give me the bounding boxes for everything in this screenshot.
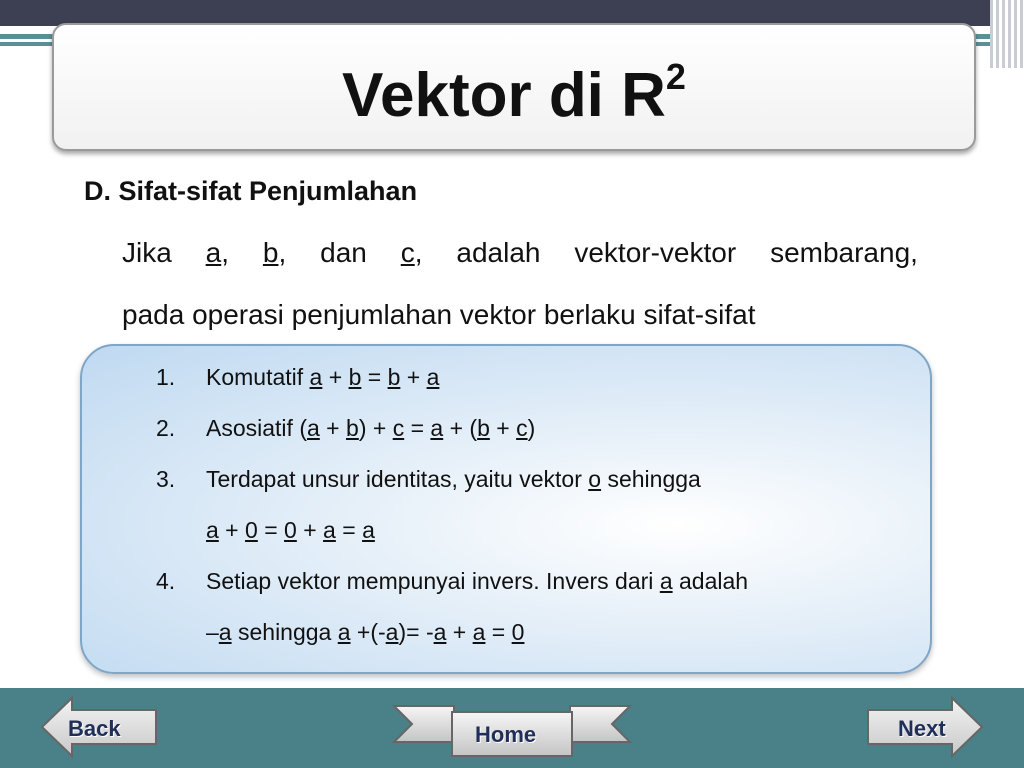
back-button[interactable] <box>38 694 162 760</box>
item-number: 1. <box>156 364 176 390</box>
next-label: Next <box>898 716 946 741</box>
decor-line <box>0 34 60 39</box>
home-label: Home <box>475 722 537 747</box>
item-number: 3. <box>156 466 176 492</box>
back-label: Back <box>68 716 121 741</box>
item-text: Terdapat unsur identitas, yaitu vektor o sehingga <box>206 466 701 492</box>
list-item <box>156 556 916 607</box>
title-superscript: 2 <box>665 56 686 97</box>
intro-word: dan <box>320 237 367 268</box>
slide-title <box>54 56 974 130</box>
intro-word: Jika <box>122 237 172 268</box>
item-number: 4. <box>156 568 176 594</box>
title-box <box>52 23 976 151</box>
list-item-continued <box>156 607 916 658</box>
intro-word: a, <box>205 237 230 268</box>
item-text: Setiap vektor mempunyai invers. Invers dari a adalah <box>206 568 749 594</box>
item-text: Komutatif a + b = b + a <box>206 364 440 390</box>
intro-word: b, <box>262 237 287 268</box>
list-item <box>156 352 916 403</box>
section-heading: D. Sifat-sifat Penjumlahan <box>84 176 418 206</box>
decor-line <box>0 42 60 46</box>
properties-list <box>156 352 916 658</box>
list-item-continued <box>156 505 916 556</box>
item-number: 2. <box>156 415 176 441</box>
item-text: a + 0 = 0 + a = a <box>206 517 375 543</box>
intro-word: vektor-vektor <box>574 237 737 268</box>
item-text: –a sehingga a +(-a)= -a + a = 0 <box>206 619 525 645</box>
intro-line-1 <box>122 222 918 284</box>
intro-paragraph <box>122 222 918 346</box>
next-button[interactable] <box>862 694 986 760</box>
intro-word: c, <box>400 237 423 268</box>
intro-line-2: pada operasi penjumlahan vektor berlaku sifat-sifat <box>122 299 756 330</box>
list-item <box>156 403 916 454</box>
item-text: Asosiatif (a + b) + c = a + (b + c) <box>206 415 536 441</box>
intro-word: sembarang, <box>770 237 918 268</box>
intro-word: adalah <box>456 237 541 268</box>
home-button[interactable] <box>392 702 632 762</box>
list-item <box>156 454 916 505</box>
title-text: Vektor di R <box>342 61 666 130</box>
decor-stripes <box>990 0 1024 68</box>
